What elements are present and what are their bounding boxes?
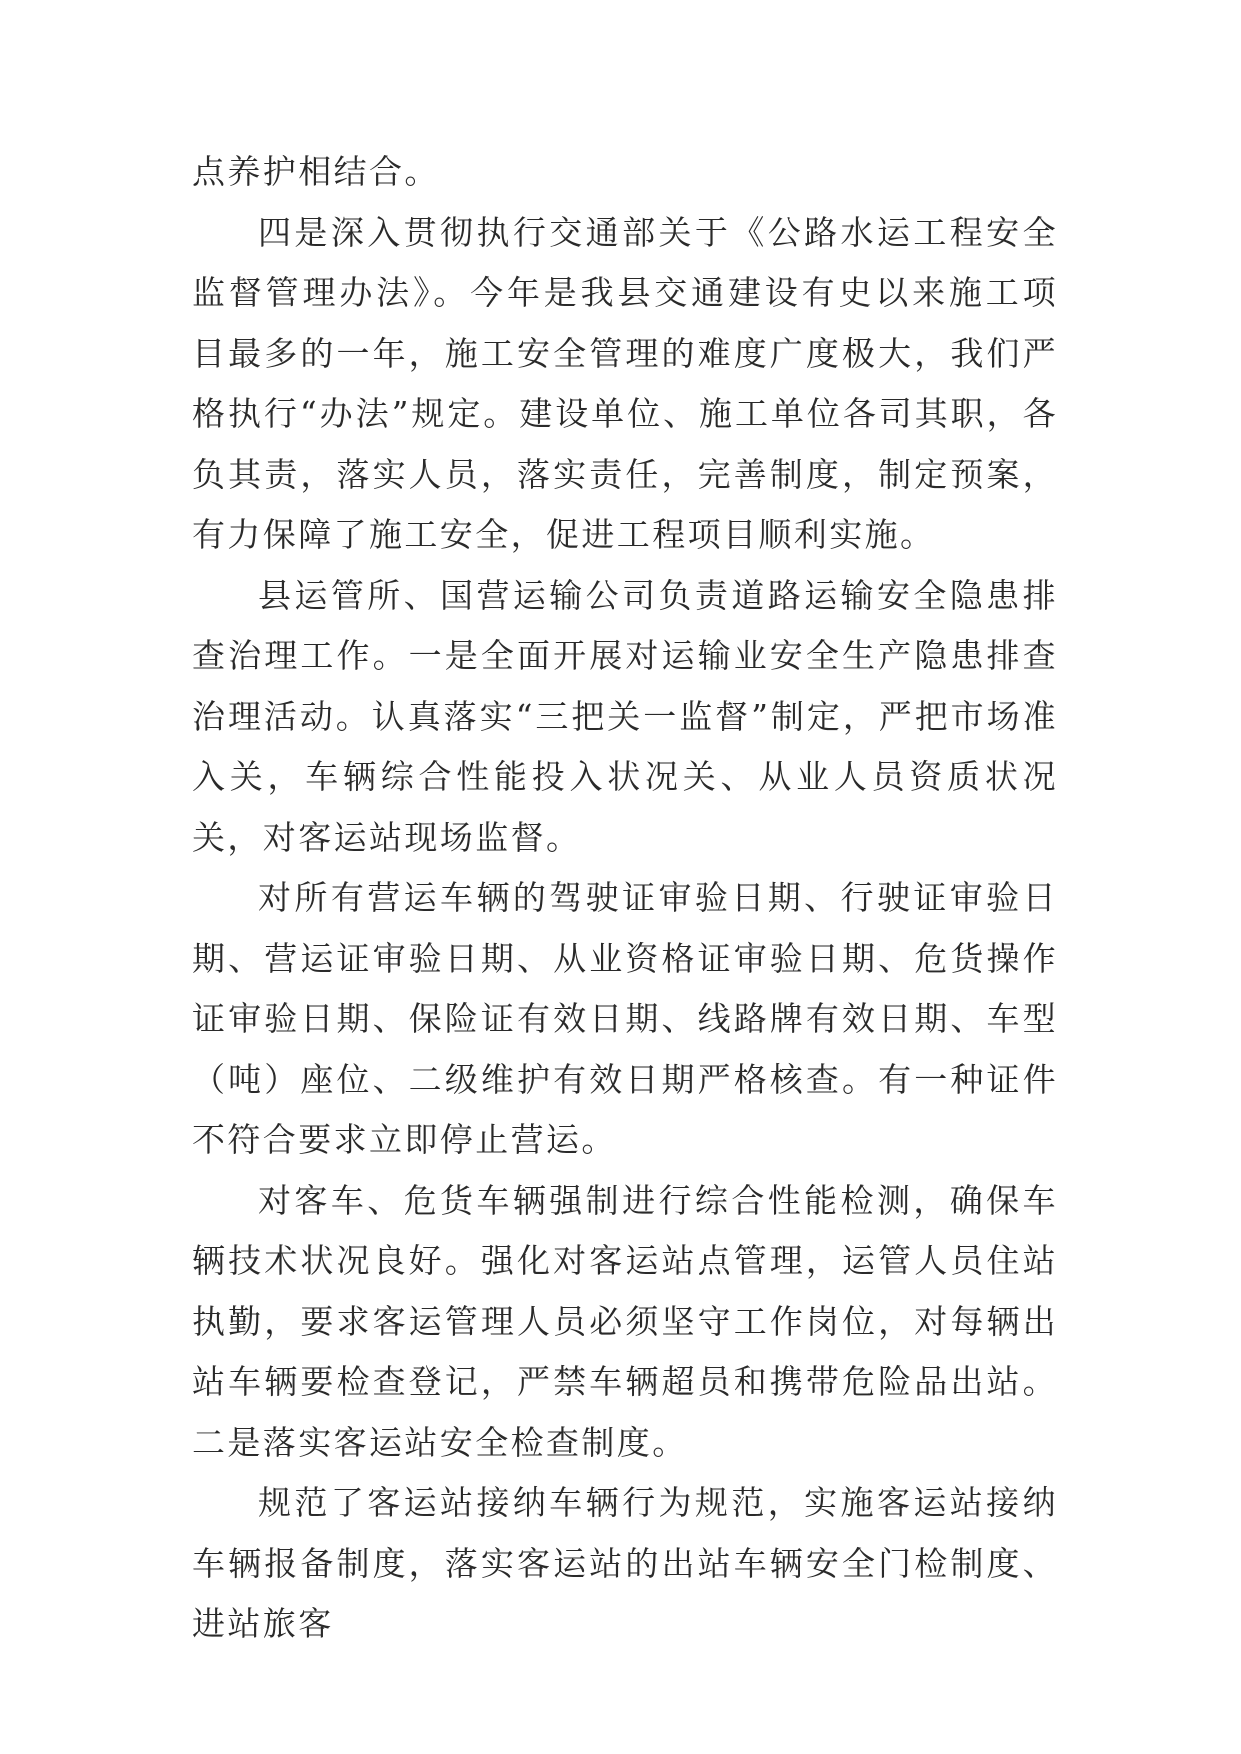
paragraph-vehicle-certificate-check: 对所有营运车辆的驾驶证审验日期、行驶证审验日期、营运证审验日期、从业资格证审验日期、危货操作证审验日期、保险证有效日期、线路牌有效日期、车型（吨）座位、二级维护有效日期严格核查。有一种证件不符合要求立即停止营运。	[192, 878, 1058, 1159]
paragraph-continuation: 点养护相结合。	[192, 152, 440, 191]
paragraph-vehicle-performance-testing: 对客车、危货车辆强制进行综合性能检测，确保车辆技术状况良好。强化对客运站点管理，运管人员住站执勤，要求客运管理人员必须坚守工作岗位，对每辆出站车辆要检查登记，严禁车辆超员和携带危险品出站。二是落实客运站安全检查制度。	[192, 1180, 1058, 1462]
paragraph-station-vehicle-regulation: 规范了客运站接纳车辆行为规范，实施客运站接纳车辆报备制度，落实客运站的出站车辆安全门检制度、进站旅客	[192, 1483, 1058, 1643]
paragraph-construction-safety: 四是深入贯彻执行交通部关于《公路水运工程安全监督管理办法》。今年是我县交通建设有史以来施工项目最多的一年，施工安全管理的难度广度极大，我们严格执行“办法”规定。建设单位、施工单位各司其职，各负其责，落实人员，落实责任，完善制度，制定预案，有力保障了施工安全，促进工程项目顺利实施。	[192, 212, 1058, 554]
paragraph-transport-hazard-inspection: 县运管所、国营运输公司负责道路运输安全隐患排查治理工作。一是全面开展对运输业安全生产隐患排查治理活动。认真落实“三把关一监督”制定，严把市场准入关，车辆综合性能投入状况关、从业人员资质状况关，对客运站现场监督。	[192, 575, 1058, 857]
document-body	[192, 142, 1058, 1655]
